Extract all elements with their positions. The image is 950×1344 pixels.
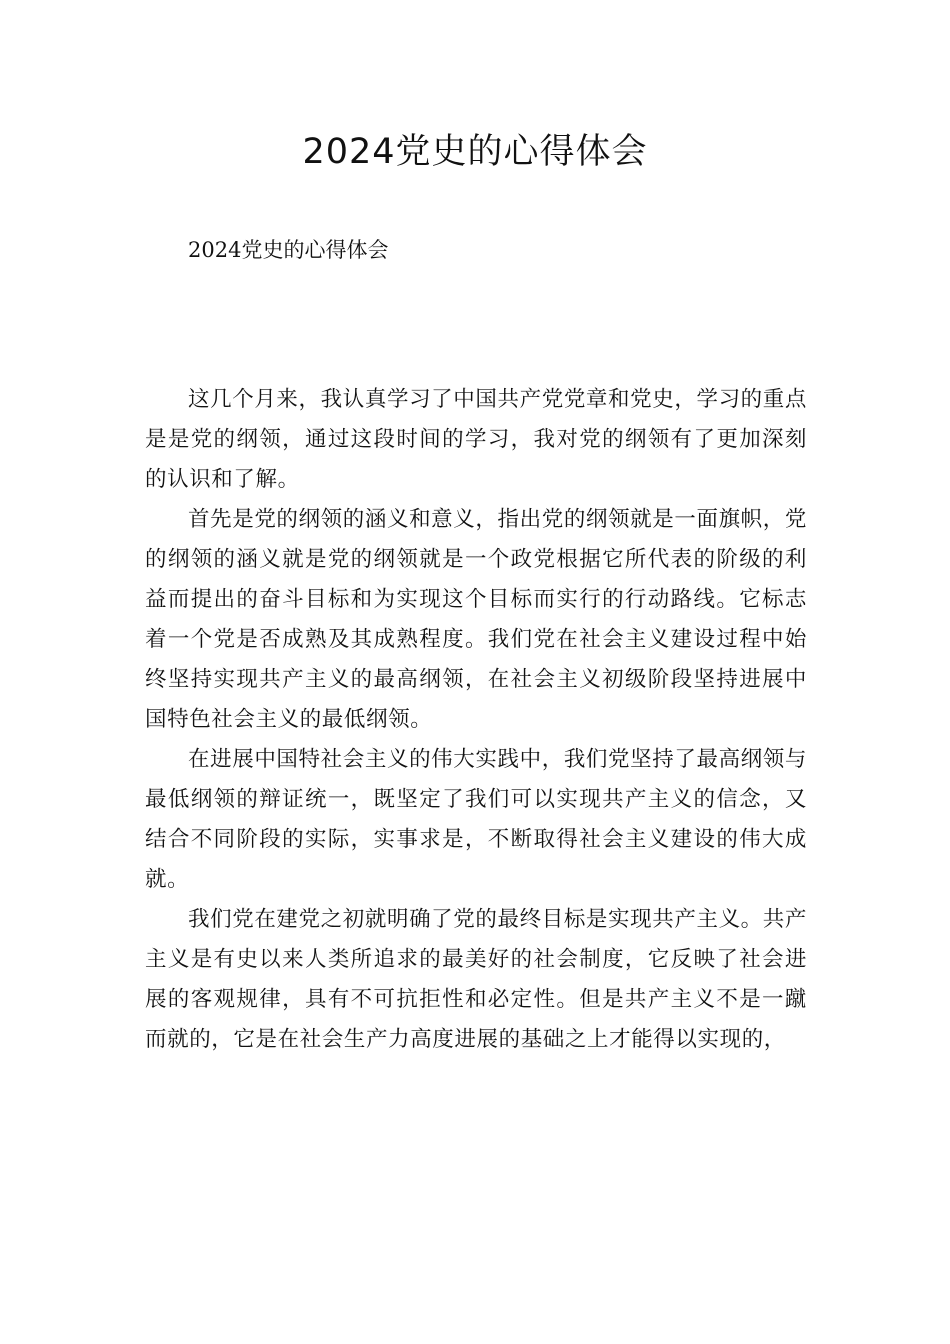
paragraph: 我们党在建党之初就明确了党的最终目标是实现共产主义。共产主义是有史以来人类所追求的最美好的社会制度，它反映了社会进展的客观规律，具有不可抗拒性和必定性。但是共产主义不是一蹴而就的，它是在社会生产力高度进展的基础之上才能得以实现的， [145,907,807,1052]
paragraph: 这几个月来，我认真学习了中国共产党党章和党史，学习的重点是是党的纲领，通过这段时间的学习，我对党的纲领有了更加深刻的认识和了解。 [145,387,807,492]
paragraph: 在进展中国特社会主义的伟大实践中，我们党坚持了最高纲领与最低纲领的辩证统一，既坚定了我们可以实现共产主义的信念，又结合不同阶段的实际，实事求是，不断取得社会主义建设的伟大成就。 [145,747,807,892]
document-body [145,380,807,1060]
paragraph: 首先是党的纲领的涵义和意义，指出党的纲领就是一面旗帜，党的纲领的涵义就是党的纲领就是一个政党根据它所代表的阶级的利益而提出的奋斗目标和为实现这个目标而实行的行动路线。它标志着一个党是否成熟及其成熟程度。我们党在社会主义建设过程中始终坚持实现共产主义的最高纲领，在社会主义初级阶段坚持进展中国特色社会主义的最低纲领。 [145,507,807,732]
document-subtitle: 2024党史的心得体会 [188,238,389,262]
document-title: 2024党史的心得体会 [302,132,648,172]
